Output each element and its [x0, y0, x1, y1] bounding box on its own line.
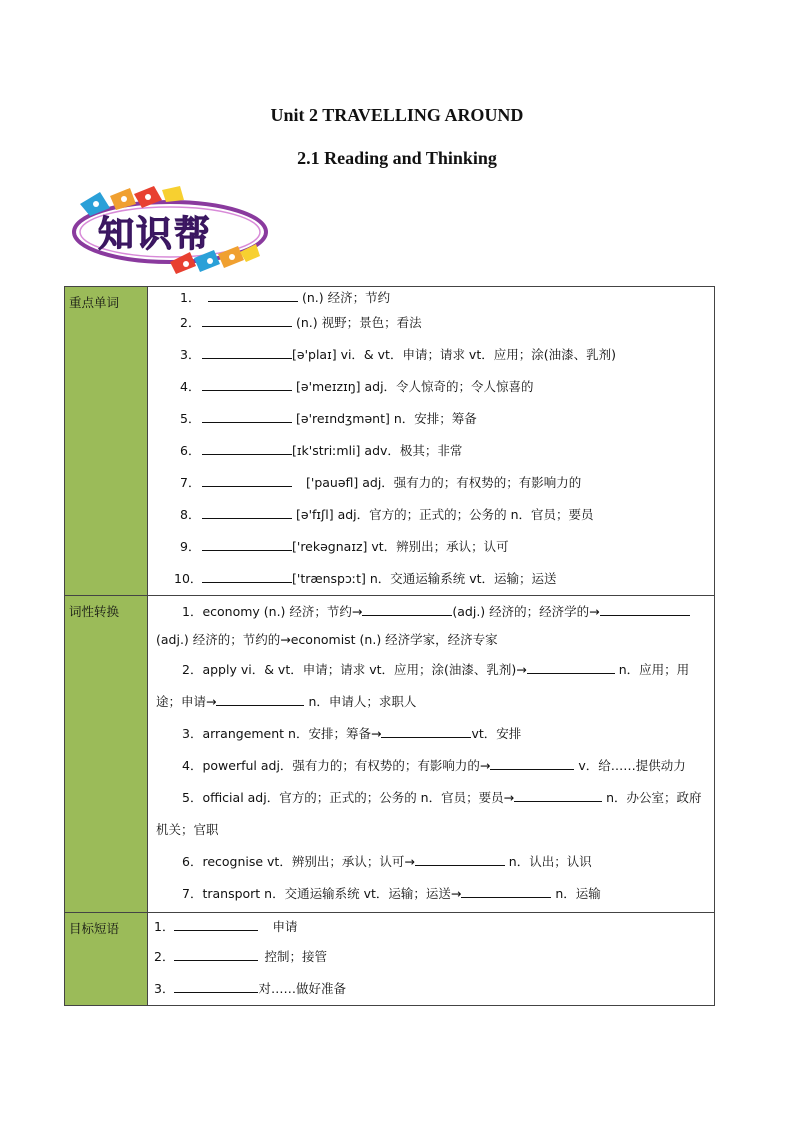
answer-blank[interactable] [381, 723, 471, 738]
phrase-item: 2． 控制；接管 [154, 941, 708, 973]
vocab-item: 6． [ɪk'striːmli] adv．极其；非常 [180, 435, 708, 467]
wordform-item: 4．powerful adj．强有力的；有权势的；有影响力的→ v．给……提供动力 [156, 750, 708, 782]
vocab-label: 重点单词 [65, 287, 148, 596]
answer-blank[interactable] [514, 787, 602, 802]
phrase-item: 1． 申请 [154, 913, 708, 941]
wordform-item: 2．apply vi．& vt．申请；请求 vt．应用；涂(油漆、乳剂)→ n．应用；用途；申请→ n．申请人；求职人 [156, 654, 708, 718]
answer-blank[interactable] [202, 472, 292, 487]
answer-blank[interactable] [174, 946, 258, 961]
answer-blank[interactable] [174, 978, 258, 993]
answer-blank[interactable] [216, 691, 304, 706]
answer-blank[interactable] [362, 601, 452, 616]
wordforms-content [148, 596, 715, 913]
answer-blank[interactable] [461, 883, 551, 898]
answer-blank[interactable] [174, 916, 258, 931]
vocab-item: 9． ['rekəgnaɪz] vt．辨别出；承认；认可 [180, 531, 708, 563]
wordform-item: 3．arrangement n．安排；筹备→ vt．安排 [156, 718, 708, 750]
vocab-content [148, 287, 715, 596]
answer-blank[interactable] [202, 568, 292, 583]
vocab-item: 2． (n.) 视野；景色；看法 [180, 307, 708, 339]
answer-blank[interactable] [202, 504, 292, 519]
wordforms-label: 词性转换 [65, 596, 148, 913]
answer-blank[interactable] [600, 601, 690, 616]
vocab-row [65, 287, 715, 596]
phrases-content [148, 913, 715, 1006]
page-title: Unit 2 TRAVELLING AROUND [270, 105, 524, 125]
wordform-item: 1．economy (n.) 经济；节约→ (adj.) 经济的；经济学的→ (adj.) 经济的；节约的→economist (n.) 经济学家，经济专家 [156, 598, 708, 654]
phrase-item: 3． 对……做好准备 [154, 973, 708, 1005]
answer-blank[interactable] [202, 408, 292, 423]
answer-blank[interactable] [202, 536, 292, 551]
wordform-item: 5．official adj．官方的；正式的；公务的 n．官员；要员→ n．办公室；政府机关；官职 [156, 782, 708, 846]
vocab-item: 10． ['trænspɔːt] n．交通运输系统 vt．运输；运送 [174, 563, 708, 595]
study-table [64, 286, 715, 1006]
answer-blank[interactable] [415, 851, 505, 866]
vocab-item: 8． [ə'fɪʃl] adj．官方的；正式的；公务的 n．官员；要员 [180, 499, 708, 531]
wordform-item: 6．recognise vt．辨别出；承认；认可→ n．认出；认识 [156, 846, 708, 878]
answer-blank[interactable] [208, 287, 298, 302]
answer-blank[interactable] [527, 659, 615, 674]
phrases-label: 目标短语 [65, 913, 148, 1006]
wordforms-row [65, 596, 715, 913]
answer-blank[interactable] [202, 312, 292, 327]
answer-blank[interactable] [202, 440, 292, 455]
vocab-item: 1． (n.) 经济；节约 [180, 287, 708, 307]
vocab-item: 3． [ə'plaɪ] vi．& vt．申请；请求 vt．应用；涂(油漆、乳剂) [180, 339, 708, 371]
answer-blank[interactable] [202, 344, 292, 359]
answer-blank[interactable] [202, 376, 292, 391]
answer-blank[interactable] [490, 755, 574, 770]
knowledge-logo [70, 182, 274, 278]
wordform-item: 7．transport n．交通运输系统 vt．运输；运送→ n．运输 [156, 878, 708, 910]
phrases-row [65, 913, 715, 1006]
vocab-item: 4． [ə'meɪzɪŋ] adj．令人惊奇的；令人惊喜的 [180, 371, 708, 403]
vocab-item: 5． [ə'reɪndʒmənt] n．安排；筹备 [180, 403, 708, 435]
logo-text: 知识帮 [98, 213, 213, 255]
page-subtitle: 2.1 Reading and Thinking [297, 148, 497, 168]
vocab-item: 7． ['pauəfl] adj．强有力的；有权势的；有影响力的 [180, 467, 708, 499]
